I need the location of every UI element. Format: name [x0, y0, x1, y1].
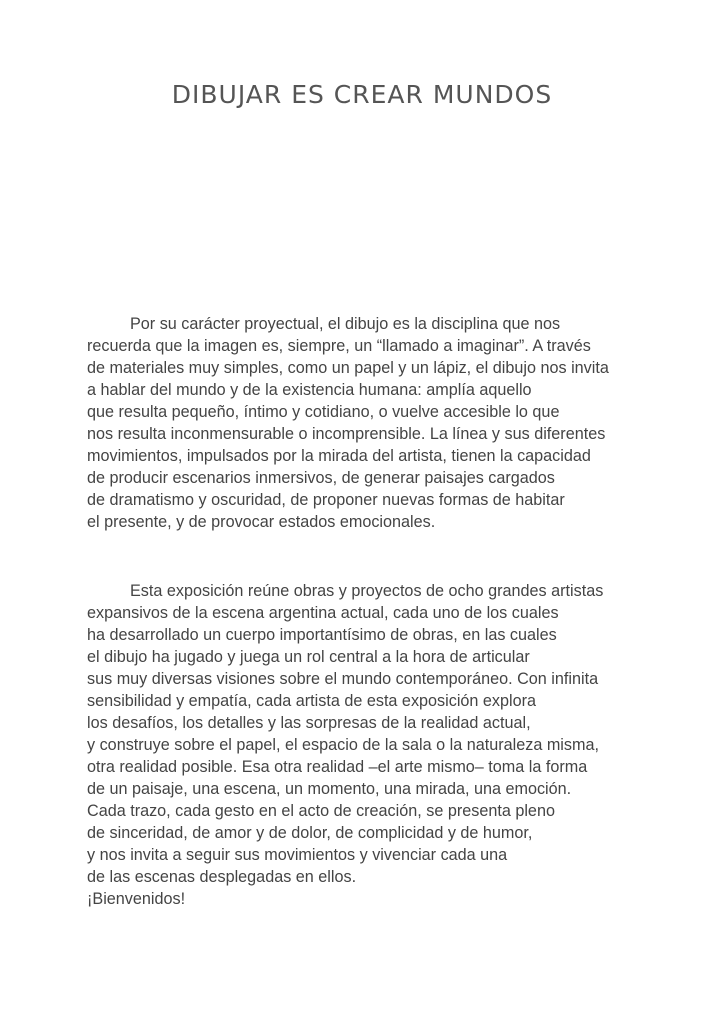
text-line: y construye sobre el papel, el espacio de la sala o la naturaleza misma, — [87, 736, 599, 754]
text-line: ¡Bienvenidos! — [87, 890, 186, 908]
text-line: expansivos de la escena argentina actual, cada uno de los cuales — [87, 604, 559, 622]
text-line: movimientos, impulsados por la mirada del artista, tienen la capacidad — [87, 447, 591, 465]
text-line: el dibujo ha jugado y juega un rol central a la hora de articular — [87, 648, 530, 666]
text-line: de un paisaje, una escena, un momento, una mirada, una emoción. — [87, 780, 572, 798]
text-line: Cada trazo, cada gesto en el acto de creación, se presenta pleno — [87, 802, 555, 820]
text-line: de materiales muy simples, como un papel y un lápiz, el dibujo nos invita — [87, 359, 609, 377]
text-line: sensibilidad y empatía, cada artista de esta exposición explora — [87, 692, 537, 710]
text-line: recuerda que la imagen es, siempre, un “llamado a imaginar”. A través — [87, 337, 591, 355]
paragraph-intro — [87, 313, 647, 533]
text-line: los desafíos, los detalles y las sorpresas de la realidad actual, — [87, 714, 531, 732]
text-line: a hablar del mundo y de la existencia humana: amplía aquello — [87, 381, 532, 399]
text-line: de producir escenarios inmersivos, de generar paisajes cargados — [87, 469, 555, 487]
text-line: que resulta pequeño, íntimo y cotidiano, o vuelve accesible lo que — [87, 403, 560, 421]
page-title: DIBUJAR ES CREAR MUNDOS — [171, 80, 553, 109]
text-line: el presente, y de provocar estados emocionales. — [87, 513, 436, 531]
text-line: Esta exposición reúne obras y proyectos de ocho grandes artistas — [130, 582, 604, 600]
text-line: de sinceridad, de amor y de dolor, de complicidad y de humor, — [87, 824, 533, 842]
text-line: Por su carácter proyectual, el dibujo es la disciplina que nos — [130, 315, 561, 333]
text-line: y nos invita a seguir sus movimientos y vivenciar cada una — [87, 846, 508, 864]
text-line: otra realidad posible. Esa otra realidad –el arte mismo– toma la forma — [87, 758, 588, 776]
paragraph-exhibition — [87, 580, 647, 910]
text-line: sus muy diversas visiones sobre el mundo contemporáneo. Con infinita — [87, 670, 599, 688]
text-line: de dramatismo y oscuridad, de proponer nuevas formas de habitar — [87, 491, 565, 509]
text-line: de las escenas desplegadas en ellos. — [87, 868, 357, 886]
text-line: ha desarrollado un cuerpo importantísimo de obras, en las cuales — [87, 626, 557, 644]
text-line: nos resulta inconmensurable o incomprensible. La línea y sus diferentes — [87, 425, 606, 443]
